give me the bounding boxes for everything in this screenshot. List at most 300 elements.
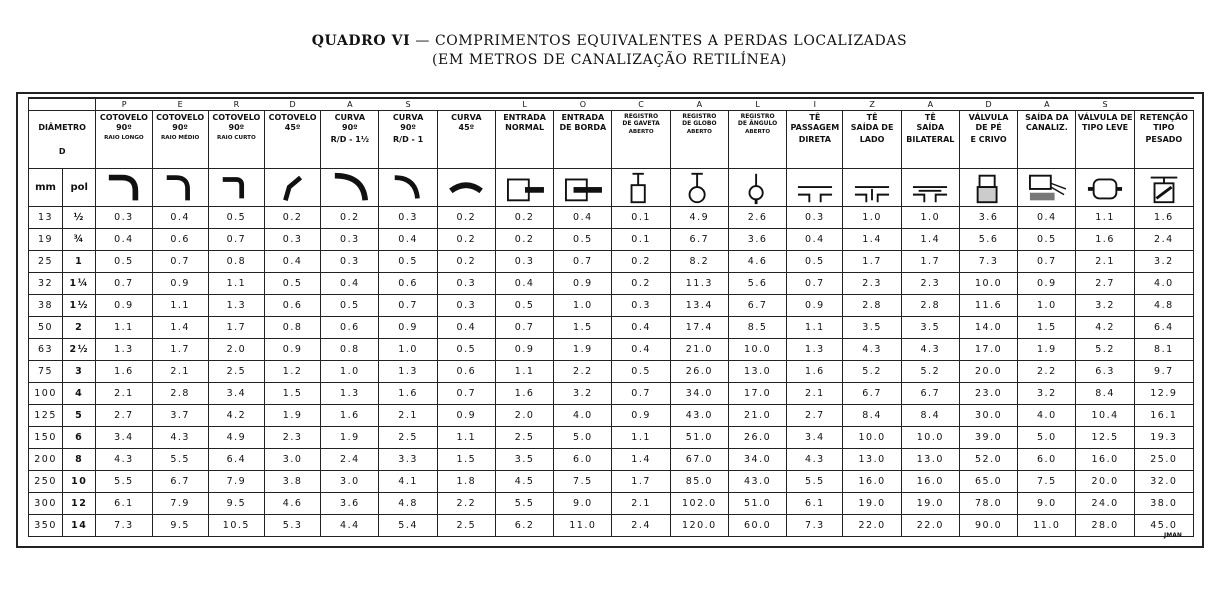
table-cell: 0.9: [612, 405, 670, 427]
column-header-line2: 90º: [228, 123, 245, 132]
table-cell: 0.7: [495, 317, 553, 339]
column-header-line3: ABERTO: [628, 129, 654, 135]
column-header: [96, 111, 152, 169]
table-cell: 7.3: [959, 251, 1017, 273]
column-header-line2: DE BORDA: [559, 123, 607, 132]
table-cell: 3.6: [959, 207, 1017, 229]
table-cell: 6.7: [670, 229, 728, 251]
table-cell: 45.0: [1134, 515, 1193, 537]
icon-cell: [554, 169, 612, 207]
icon-cell: [152, 169, 208, 207]
column-header-line1: VÁLVULA: [968, 113, 1009, 122]
icon-cell: [1076, 169, 1134, 207]
table-cell: 4.9: [670, 207, 728, 229]
diameter-pol: 2: [63, 317, 96, 339]
diameter-pol: 1¼: [63, 273, 96, 295]
table-cell: 28.0: [1076, 515, 1134, 537]
column-header-line1: TÊ: [809, 113, 821, 122]
table-cell: 2.3: [264, 427, 320, 449]
table-cell: 4.5: [495, 471, 553, 493]
table-cell: 1.1: [96, 317, 152, 339]
table-cell: 0.2: [437, 251, 495, 273]
table-cell: 26.0: [670, 361, 728, 383]
table-cell: 0.5: [495, 295, 553, 317]
pipe-exit-icon: [1025, 170, 1069, 206]
column-header: [670, 111, 728, 169]
table-cell: 34.0: [728, 449, 786, 471]
table-cell: 1.4: [612, 449, 670, 471]
table-cell: 1.9: [264, 405, 320, 427]
column-header-line1: TÊ: [866, 113, 878, 122]
column-header-line2: TIPO LEVE: [1082, 123, 1129, 132]
perdas-letter: I: [787, 98, 843, 111]
border-entrance-icon: [561, 170, 605, 206]
column-header-line1: REGISTRO: [740, 113, 775, 120]
table-row: [29, 471, 1194, 493]
table-cell: 0.2: [612, 273, 670, 295]
table-cell: 38.0: [1134, 493, 1193, 515]
icon-cell: [264, 169, 320, 207]
short-radius-elbow-icon: [214, 170, 258, 206]
column-header-line1: REGISTRO: [624, 113, 659, 120]
table-cell: 1.6: [1076, 229, 1134, 251]
table-cell: 4.3: [96, 449, 152, 471]
column-header-line2: DE GLOBO: [682, 120, 717, 127]
table-title: [0, 33, 1219, 49]
table-cell: 1.3: [321, 383, 379, 405]
perdas-letter: [437, 98, 495, 111]
table-cell: 0.4: [612, 317, 670, 339]
table-cell: 0.5: [787, 251, 843, 273]
table-cell: 9.5: [152, 515, 208, 537]
table-cell: 10.4: [1076, 405, 1134, 427]
table-cell: 0.1: [612, 207, 670, 229]
table-title-text: — COMPRIMENTOS EQUIVALENTES A PERDAS LOCALIZADAS: [410, 33, 908, 49]
column-header-line2: SAÍDA DE: [850, 123, 894, 132]
table-cell: 0.9: [1018, 273, 1076, 295]
table-cell: 5.3: [264, 515, 320, 537]
table-cell: 10.5: [208, 515, 264, 537]
table-cell: 0.4: [787, 229, 843, 251]
table-cell: 17.0: [959, 339, 1017, 361]
column-header-line1: VÁLVULA DE: [1077, 113, 1133, 122]
table-cell: 43.0: [670, 405, 728, 427]
icon-cell: [959, 169, 1017, 207]
diameter-mm: 38: [29, 295, 63, 317]
table-cell: 16.0: [1076, 449, 1134, 471]
table-cell: 0.3: [437, 273, 495, 295]
diameter-pol: 14: [63, 515, 96, 537]
table-cell: 8.5: [728, 317, 786, 339]
table-cell: 1.8: [437, 471, 495, 493]
table-cell: 4.1: [379, 471, 437, 493]
tee-side-icon: [850, 170, 894, 206]
table-cell: 6.7: [152, 471, 208, 493]
table-cell: 1.0: [843, 207, 901, 229]
table-cell: 2.1: [96, 383, 152, 405]
table-cell: 0.6: [379, 273, 437, 295]
table-cell: 0.9: [96, 295, 152, 317]
table-cell: 24.0: [1076, 493, 1134, 515]
table-cell: 1.2: [264, 361, 320, 383]
table-cell: 65.0: [959, 471, 1017, 493]
column-header-line1: RETENÇÃO: [1139, 113, 1188, 122]
table-cell: 3.6: [728, 229, 786, 251]
table-cell: 1.4: [843, 229, 901, 251]
column-header-line1: SAÍDA DA: [1025, 113, 1069, 122]
diameter-mm: 125: [29, 405, 63, 427]
table-row: [29, 295, 1194, 317]
diameter-mm: 32: [29, 273, 63, 295]
table-cell: 5.2: [843, 361, 901, 383]
tee-bilateral-icon: [908, 170, 952, 206]
table-cell: 0.5: [612, 361, 670, 383]
table-cell: 3.3: [379, 449, 437, 471]
medium-radius-elbow-icon: [158, 170, 202, 206]
table-cell: 1.7: [612, 471, 670, 493]
perdas-letter: E: [152, 98, 208, 111]
table-cell: 0.7: [152, 251, 208, 273]
table-cell: 8.4: [843, 405, 901, 427]
table-cell: 0.3: [787, 207, 843, 229]
table-cell: 1.1: [787, 317, 843, 339]
table-cell: 0.6: [264, 295, 320, 317]
column-header-line3: RAIO CURTO: [217, 135, 256, 141]
column-header: [208, 111, 264, 169]
table-cell: 39.0: [959, 427, 1017, 449]
table-cell: 1.0: [379, 339, 437, 361]
table-cell: 3.4: [96, 427, 152, 449]
table-cell: 4.3: [152, 427, 208, 449]
table-cell: 2.1: [612, 493, 670, 515]
table-cell: 0.2: [264, 207, 320, 229]
table-cell: 0.4: [379, 229, 437, 251]
table-cell: 8.4: [901, 405, 959, 427]
column-header: [321, 111, 379, 169]
perdas-letter: Z: [843, 98, 901, 111]
table-cell: 16.0: [843, 471, 901, 493]
table-cell: 5.6: [959, 229, 1017, 251]
diameter-mm: 350: [29, 515, 63, 537]
table-cell: 2.1: [1076, 251, 1134, 273]
table-cell: 85.0: [670, 471, 728, 493]
table-cell: 7.3: [96, 515, 152, 537]
table-cell: 21.0: [728, 405, 786, 427]
table-subtitle: (EM METROS DE CANALIZAÇÃO RETILÍNEA): [431, 52, 787, 68]
table-cell: 4.2: [208, 405, 264, 427]
pol-header: pol: [63, 169, 96, 207]
table-cell: 2.4: [1134, 229, 1193, 251]
foot-valve-icon: [967, 170, 1011, 206]
diameter-mm: 200: [29, 449, 63, 471]
table-cell: 1.5: [554, 317, 612, 339]
table-cell: 0.5: [379, 251, 437, 273]
column-header-line3: RAIO MÉDIO: [160, 135, 200, 141]
table-cell: 6.1: [787, 493, 843, 515]
table-cell: 3.7: [152, 405, 208, 427]
table-cell: 0.9: [264, 339, 320, 361]
table-cell: 120.0: [670, 515, 728, 537]
table-cell: 0.2: [495, 229, 553, 251]
table-cell: 60.0: [728, 515, 786, 537]
curve-90-r1-icon: [386, 170, 430, 206]
table-cell: 2.0: [495, 405, 553, 427]
icon-cell: [208, 169, 264, 207]
column-header: [264, 111, 320, 169]
icon-cell: [787, 169, 843, 207]
table-cell: 2.3: [843, 273, 901, 295]
table-cell: 7.5: [1018, 471, 1076, 493]
table-cell: 0.7: [437, 383, 495, 405]
perdas-letter: P: [96, 98, 152, 111]
column-header-line2: 90º: [342, 123, 358, 132]
column-header: [495, 111, 553, 169]
table-cell: 6.7: [843, 383, 901, 405]
icon-cell: [96, 169, 152, 207]
table-cell: 1.0: [321, 361, 379, 383]
table-cell: 16.1: [1134, 405, 1193, 427]
table-cell: 1.5: [1018, 317, 1076, 339]
diameter-pol: 3: [63, 361, 96, 383]
table-cell: 1.1: [208, 273, 264, 295]
table-cell: 4.0: [1018, 405, 1076, 427]
table-cell: 7.5: [554, 471, 612, 493]
table-row: [29, 427, 1194, 449]
table-cell: 19.0: [901, 493, 959, 515]
icon-cell: [901, 169, 959, 207]
column-header-line2: CANALIZ.: [1025, 123, 1068, 132]
table-cell: 3.4: [208, 383, 264, 405]
light-check-valve-icon: [1083, 170, 1127, 206]
diameter-pol: ¾: [63, 229, 96, 251]
table-cell: 22.0: [843, 515, 901, 537]
icon-cell: [437, 169, 495, 207]
table-cell: 34.0: [670, 383, 728, 405]
table-cell: 3.2: [554, 383, 612, 405]
table-cell: 2.2: [437, 493, 495, 515]
column-header-line2: 90º: [172, 123, 188, 132]
table-cell: 1.7: [152, 339, 208, 361]
table-cell: 10.0: [843, 427, 901, 449]
table-cell: 12.9: [1134, 383, 1193, 405]
column-header-line3: BILATERAL: [906, 135, 955, 144]
table-cell: 0.7: [379, 295, 437, 317]
table-cell: 19.3: [1134, 427, 1193, 449]
column-header-line3: R/D - 1: [393, 135, 424, 144]
icon-cell: [321, 169, 379, 207]
perdas-letter: [1134, 98, 1193, 111]
table-cell: 26.0: [728, 427, 786, 449]
table-cell: 1.3: [787, 339, 843, 361]
table-cell: 52.0: [959, 449, 1017, 471]
perdas-letter: O: [554, 98, 612, 111]
table-cell: 8.4: [1076, 383, 1134, 405]
angle-valve-icon: [736, 170, 780, 206]
diameter-pol: 4: [63, 383, 96, 405]
column-header: [1134, 111, 1193, 169]
diameter-mm: 25: [29, 251, 63, 273]
diameter-pol: 1½: [63, 295, 96, 317]
column-header: [612, 111, 670, 169]
table-cell: 9.5: [208, 493, 264, 515]
gate-valve-icon: [619, 170, 663, 206]
table-row: [29, 251, 1194, 273]
table-row: [29, 317, 1194, 339]
table-cell: 17.0: [728, 383, 786, 405]
table-cell: 6.1: [96, 493, 152, 515]
diameter-mm: 75: [29, 361, 63, 383]
table-cell: 1.3: [379, 361, 437, 383]
table-cell: 12.5: [1076, 427, 1134, 449]
column-header-line1: CURVA: [451, 113, 482, 122]
table-cell: 0.3: [495, 251, 553, 273]
table-cell: 0.5: [264, 273, 320, 295]
table-cell: 4.6: [728, 251, 786, 273]
table-cell: 51.0: [670, 427, 728, 449]
table-cell: 6.3: [1076, 361, 1134, 383]
column-header-line1: COTOVELO: [156, 113, 205, 122]
table-cell: 5.2: [1076, 339, 1134, 361]
table-row: [29, 229, 1194, 251]
table-cell: 0.4: [152, 207, 208, 229]
table-cell: 1.6: [1134, 207, 1193, 229]
perdas-letter: D: [264, 98, 320, 111]
diameter-pol: 12: [63, 493, 96, 515]
table-cell: 32.0: [1134, 471, 1193, 493]
table-cell: 0.3: [321, 229, 379, 251]
table-cell: 4.3: [901, 339, 959, 361]
column-header-line3: E CRIVO: [970, 135, 1007, 144]
perdas-letter: R: [208, 98, 264, 111]
table-row: [29, 361, 1194, 383]
table-cell: 20.0: [1076, 471, 1134, 493]
table-cell: 2.1: [379, 405, 437, 427]
table-cell: 6.0: [1018, 449, 1076, 471]
table-cell: 0.2: [321, 207, 379, 229]
table-cell: 11.6: [959, 295, 1017, 317]
icon-cell: [612, 169, 670, 207]
diameter-label: DIÂMETRO: [38, 123, 86, 132]
column-header: [787, 111, 843, 169]
table-cell: 3.2: [1134, 251, 1193, 273]
table-cell: 0.5: [321, 295, 379, 317]
table-cell: 1.1: [152, 295, 208, 317]
table-cell: 3.2: [1076, 295, 1134, 317]
table-cell: 1.6: [96, 361, 152, 383]
table-cell: 11.3: [670, 273, 728, 295]
icon-cell: [670, 169, 728, 207]
table-cell: 8.1: [1134, 339, 1193, 361]
table-cell: 0.7: [96, 273, 152, 295]
column-header-line2: DE GAVETA: [622, 120, 660, 127]
column-header: [152, 111, 208, 169]
table-cell: 1.3: [208, 295, 264, 317]
table-cell: 0.8: [208, 251, 264, 273]
table-cell: 0.5: [96, 251, 152, 273]
table-cell: 5.6: [728, 273, 786, 295]
table-cell: 0.5: [437, 339, 495, 361]
globe-valve-icon: [677, 170, 721, 206]
table-cell: 6.4: [1134, 317, 1193, 339]
table-row: [29, 383, 1194, 405]
table-cell: 3.4: [787, 427, 843, 449]
table-cell: 2.4: [321, 449, 379, 471]
table-cell: 0.4: [495, 273, 553, 295]
table-cell: 0.9: [379, 317, 437, 339]
table-cell: 4.3: [787, 449, 843, 471]
column-header-line1: COTOVELO: [212, 113, 261, 122]
table-cell: 0.4: [1018, 207, 1076, 229]
table-cell: 1.4: [901, 229, 959, 251]
table-cell: 13.0: [728, 361, 786, 383]
table-cell: 5.5: [787, 471, 843, 493]
table-cell: 2.2: [554, 361, 612, 383]
table-cell: 0.6: [437, 361, 495, 383]
table-cell: 1.6: [379, 383, 437, 405]
table-cell: 0.4: [321, 273, 379, 295]
table-cell: 4.0: [1134, 273, 1193, 295]
curve-45-icon: [444, 170, 488, 206]
column-header-line3: DIRETA: [798, 135, 831, 144]
table-cell: 0.3: [96, 207, 152, 229]
column-header-line3: RAIO LONGO: [104, 135, 144, 141]
column-header-line2: NORMAL: [505, 123, 545, 132]
column-header: [554, 111, 612, 169]
column-header: [901, 111, 959, 169]
diameter-mm: 300: [29, 493, 63, 515]
diameter-pol: 5: [63, 405, 96, 427]
table-cell: 2.5: [437, 515, 495, 537]
icon-cell: [728, 169, 786, 207]
perdas-letter: L: [495, 98, 553, 111]
table-cell: 0.4: [264, 251, 320, 273]
diameter-symbol: D: [58, 147, 66, 156]
table-cell: 3.5: [843, 317, 901, 339]
icon-cell: [379, 169, 437, 207]
perdas-letter: D: [959, 98, 1017, 111]
table-cell: 0.5: [208, 207, 264, 229]
table-cell: 13.0: [843, 449, 901, 471]
table-cell: 13.4: [670, 295, 728, 317]
column-header-line1: COTOVELO: [268, 113, 317, 122]
table-cell: 0.9: [152, 273, 208, 295]
table-row: [29, 339, 1194, 361]
table-cell: 0.7: [208, 229, 264, 251]
table-cell: 10.0: [901, 427, 959, 449]
table-cell: 5.5: [96, 471, 152, 493]
column-header-line1: TÊ: [924, 113, 936, 122]
diameter-pol: 2½: [63, 339, 96, 361]
table-cell: 30.0: [959, 405, 1017, 427]
table-cell: 9.7: [1134, 361, 1193, 383]
column-header-line1: CURVA: [334, 113, 366, 122]
table-cell: 1.4: [152, 317, 208, 339]
table-cell: 5.5: [495, 493, 553, 515]
table-cell: 1.5: [264, 383, 320, 405]
table-cell: 4.8: [379, 493, 437, 515]
table-cell: 67.0: [670, 449, 728, 471]
table-cell: 1.5: [437, 449, 495, 471]
table-cell: 2.4: [612, 515, 670, 537]
table-cell: 2.8: [901, 295, 959, 317]
table-cell: 0.2: [495, 207, 553, 229]
table-cell: 2.0: [208, 339, 264, 361]
table-cell: 0.6: [321, 317, 379, 339]
perdas-letter: L: [728, 98, 786, 111]
column-header-line2: SAÍDA: [916, 123, 945, 132]
table-cell: 9.0: [554, 493, 612, 515]
table-cell: 2.7: [787, 405, 843, 427]
